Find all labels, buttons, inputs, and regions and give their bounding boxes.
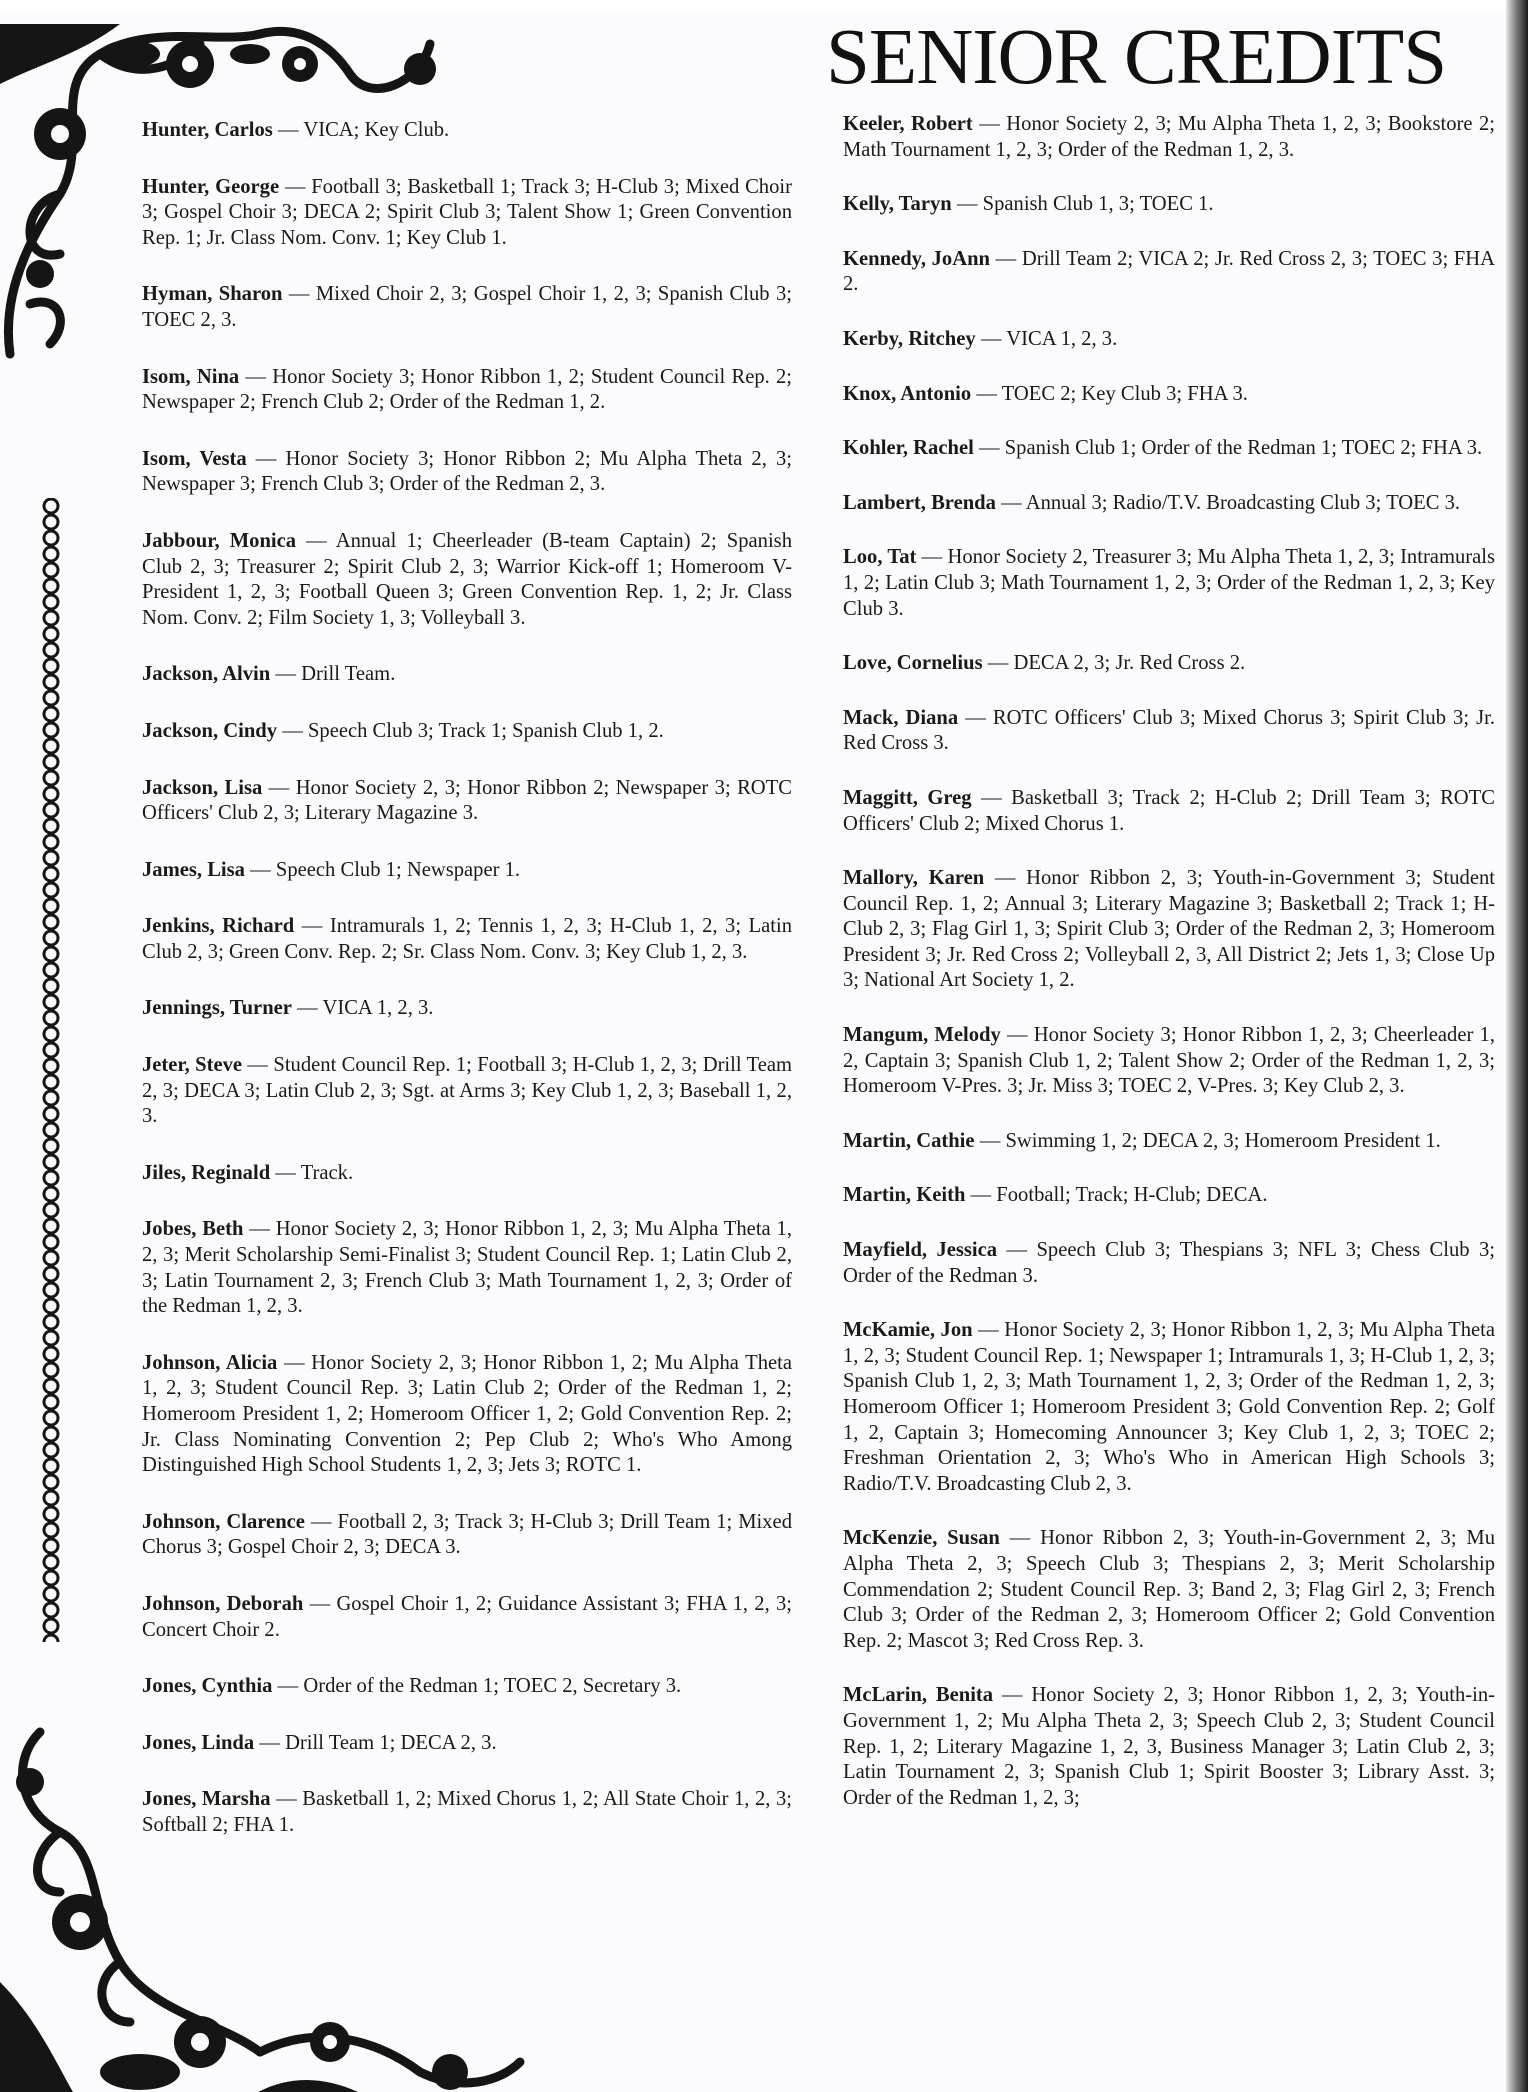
senior-activities: Speech Club 3; Thespians 3; NFL 3; Chess Club 3; Order of the Redman 3. (843, 1239, 1496, 1287)
senior-name: Jenkins, Richard (142, 915, 295, 938)
senior-entry (843, 706, 1495, 757)
senior-name: McKamie, Jon (843, 1319, 973, 1342)
senior-name: Lambert, Brenda (843, 491, 996, 514)
senior-name: Jiles, Reginald (142, 1161, 271, 1184)
senior-name: Keeler, Robert (843, 113, 973, 135)
senior-entry (142, 1674, 792, 1700)
senior-entry (843, 545, 1495, 622)
senior-name: Mack, Diana (843, 706, 959, 729)
name-separator: — (1000, 1024, 1034, 1047)
senior-entry (142, 1217, 792, 1319)
left-column (142, 118, 792, 1870)
name-separator: — (999, 1527, 1041, 1550)
senior-entry (142, 996, 792, 1022)
senior-name: Kennedy, JoAnn (843, 247, 990, 270)
senior-activities: Drill Team 2; VICA 2; Jr. Red Cross 2, 3; TOEC 3; FHA 2. (843, 247, 1495, 296)
senior-activities: Honor Society 2, 3; Honor Ribbon 2; Newspaper 3; ROTC Officers' Club 2, 3; Literary Magazine 3. (142, 776, 792, 825)
name-separator: — (254, 1731, 286, 1754)
senior-activities: VICA; Key Club. (303, 119, 450, 141)
senior-entry (843, 1683, 1495, 1811)
senior-activities: Basketball 1, 2; Mixed Chorus 1, 2; All State Choir 1, 2, 3; Softball 2; FHA 1. (142, 1788, 792, 1836)
senior-name: Loo, Tat (843, 546, 917, 569)
page-edge-shadow (1506, 0, 1528, 2092)
name-separator: — (272, 1675, 304, 1698)
senior-name: Jennings, Turner (142, 997, 292, 1020)
senior-entry (142, 447, 792, 498)
name-separator: — (993, 1684, 1032, 1707)
name-separator: — (958, 706, 993, 729)
senior-entry (843, 1318, 1495, 1497)
senior-activities: Swimming 1, 2; DECA 2, 3; Homeroom President 1. (1005, 1129, 1441, 1152)
name-separator: — (242, 1054, 274, 1077)
senior-activities: ROTC Officers' Club 3; Mixed Chorus 3; Spirit Club 3; Jr. Red Cross 3. (843, 706, 1495, 755)
senior-entry (843, 1526, 1495, 1654)
senior-entry (142, 1161, 792, 1187)
senior-name: Johnson, Clarence (142, 1510, 305, 1533)
senior-activities: Spanish Club 1; Order of the Redman 1; TOEC 2; FHA 3. (1004, 437, 1483, 460)
senior-name: Jabbour, Monica (142, 529, 297, 552)
senior-entry (142, 858, 792, 884)
senior-entry (843, 786, 1495, 837)
senior-activities: Track. (300, 1161, 354, 1184)
senior-entry (142, 118, 792, 144)
senior-entry (142, 365, 792, 416)
senior-activities: Annual 3; Radio/T.V. Broadcasting Club 3; TOEC 3. (1025, 491, 1461, 514)
senior-entry (142, 529, 792, 631)
senior-activities: Honor Society 2, 3; Mu Alpha Theta 1, 2, 3; Bookstore 2; Math Tournament 1, 2, 3; Order of the Redman 1, 2, 3. (843, 113, 1495, 161)
senior-entry (843, 247, 1495, 298)
senior-activities: Drill Team 1; DECA 2, 3. (285, 1731, 497, 1754)
senior-activities: Speech Club 3; Track 1; Spanish Club 1, 2. (307, 719, 664, 742)
senior-entry (843, 382, 1495, 408)
senior-activities: Football; Track; H-Club; DECA. (996, 1184, 1268, 1207)
name-separator: — (972, 113, 1007, 135)
senior-activities: Honor Ribbon 2, 3; Youth-in-Government 3; Student Council Rep. 1, 2; Annual 3; Literary Magazine 3; Basketball 2; Track 1; H-Club 2, 3; Flag Girl 1, 3; Spirit Club 3; Order of the Redman 2, 3; Homeroom President 3; Jr. Red Cross 2; Volleyball 2, 3, All District 2; Jets 1, 3; Close Up 3; National Art Society 1, 2. (843, 867, 1496, 992)
senior-activities: VICA 1, 2, 3. (1006, 327, 1118, 350)
name-separator: — (997, 1239, 1037, 1262)
senior-entry (843, 491, 1495, 517)
senior-name: Jones, Marsha (142, 1788, 271, 1811)
senior-entry (843, 651, 1495, 677)
senior-name: McLarin, Benita (843, 1684, 994, 1707)
senior-activities: Football 3; Basketball 1; Track 3; H-Club 3; Mixed Choir 3; Gospel Choir 3; DECA 2; Spirit Club 3; Talent Show 1; Green Convention Rep. 1; Jr. Class Nom. Conv. 1; Key Club 1. (142, 175, 792, 249)
senior-name: Hyman, Sharon (142, 283, 283, 306)
name-separator: — (243, 1218, 276, 1241)
senior-name: Love, Cornelius (843, 652, 983, 675)
name-separator: — (272, 119, 304, 141)
senior-entry (843, 1238, 1495, 1289)
right-column (843, 112, 1495, 1840)
senior-entry (142, 662, 792, 688)
name-separator: — (304, 1510, 338, 1533)
senior-activities: Honor Society 3; Honor Ribbon 1, 2; Student Council Rep. 2; Newspaper 2; French Club 2; Order of the Redman 1, 2. (142, 365, 793, 414)
senior-name: Jones, Linda (142, 1731, 255, 1754)
senior-name: Jobes, Beth (142, 1218, 244, 1241)
senior-name: Isom, Nina (142, 365, 240, 388)
senior-name: Martin, Cathie (843, 1129, 975, 1152)
name-separator: — (989, 247, 1022, 270)
senior-name: Jackson, Alvin (142, 663, 271, 686)
yearbook-page (0, 12, 1510, 2092)
name-separator: — (270, 663, 302, 686)
name-separator: — (277, 719, 308, 742)
name-separator: — (974, 1129, 1006, 1152)
senior-activities: Honor Society 2, 3; Honor Ribbon 1, 2; Mu Alpha Theta 1, 2, 3; Student Council Rep. 3; Latin Club 2; Order of the Redman 1, 2; Homeroom President 1, 2; Homeroom Officer 1, 2; Gold Convention Rep. 2; Jr. Class Nominating Convention 2; Pep Club 2; Who's Who Among Distinguished High School Students 1, 2, 3; Jets 3; ROTC 1. (142, 1351, 793, 1477)
senior-entry (843, 1183, 1495, 1209)
senior-entry (843, 192, 1495, 218)
name-separator: — (916, 546, 948, 569)
senior-entry (142, 1053, 792, 1130)
name-separator: — (971, 382, 1002, 405)
senior-activities: Speech Club 1; Newspaper 1. (275, 858, 521, 881)
senior-name: Jones, Cynthia (142, 1675, 273, 1698)
name-separator: — (975, 327, 1007, 350)
senior-name: Mallory, Karen (843, 867, 985, 890)
name-separator: — (296, 529, 336, 552)
name-separator: — (972, 1319, 1005, 1342)
senior-name: Jackson, Cindy (142, 719, 278, 742)
senior-activities: Spanish Club 1, 3; TOEC 1. (982, 193, 1214, 216)
senior-entry (142, 1510, 792, 1561)
senior-name: Hunter, Carlos (142, 119, 273, 141)
name-separator: — (291, 997, 323, 1020)
senior-entry (142, 1351, 792, 1479)
name-separator: — (270, 1161, 301, 1184)
name-separator: — (270, 1788, 303, 1811)
senior-entry (843, 112, 1495, 163)
senior-entry (843, 866, 1495, 994)
senior-entry (142, 1592, 792, 1643)
senior-name: Maggitt, Greg (843, 786, 972, 809)
senior-activities: Honor Ribbon 2, 3; Youth-in-Government 2, 3; Mu Alpha Theta 2, 3; Speech Club 3; Thespians 2, 3; Merit Scholarship Commendation 2; Student Council Rep. 3; Band 2, 3; Flag Girl 2, 3; French Club 3; Order of the Redman 2, 3; Homeroom Officer 2; Gold Convention Rep. 2; Mascot 3; Red Cross Rep. 3. (843, 1527, 1496, 1652)
senior-name: Kerby, Ritchey (843, 327, 976, 350)
senior-entry (142, 776, 792, 827)
senior-name: Hunter, George (142, 175, 280, 198)
name-separator: — (282, 283, 316, 306)
name-separator: — (294, 915, 330, 938)
senior-entry (843, 436, 1495, 462)
senior-activities: DECA 2, 3; Jr. Red Cross 2. (1013, 652, 1246, 675)
name-separator: — (995, 491, 1026, 514)
senior-name: Kohler, Rachel (843, 437, 974, 460)
senior-name: Martin, Keith (843, 1184, 966, 1207)
senior-activities: Drill Team. (301, 663, 396, 686)
senior-activities: Honor Society 2, 3; Honor Ribbon 1, 2, 3; Mu Alpha Theta 1, 2, 3; Merit Scholarship Semi-Finalist 3; Student Council Rep. 1; Latin Club 2, 3; Latin Tournament 2, 3; French Club 3; Math Tournament 1, 2, 3; Order of the Redman 1, 2, 3. (142, 1218, 793, 1318)
senior-activities: VICA 1, 2, 3. (322, 997, 434, 1020)
senior-activities: Honor Society 3; Honor Ribbon 1, 2, 3; Cheerleader 1, 2, Captain 3; Spanish Club 1, 2; Talent Show 2; Order of the Redman 1, 2, 3; Homeroom V-Pres. 3; Jr. Miss 3; TOEC 2, V-Pres. 3; Key Club 2, 3. (843, 1024, 1495, 1098)
senior-name: James, Lisa (142, 858, 245, 881)
senior-activities: Honor Society 2, 3; Honor Ribbon 1, 2, 3; Youth-in-Government 1, 2; Mu Alpha Theta 2, 3; Speech Club 2, 3; Student Council Rep. 1, 2; Literary Magazine 1, 2, 3, Business Manager 3; Latin Club 2, 3; Latin Tournament 2, 3; Spanish Club 1; Spirit Booster 3; Library Asst. 3; Order of the Redman 1, 2, 3; (843, 1684, 1496, 1809)
senior-name: Kelly, Taryn (843, 193, 952, 216)
senior-entry (843, 1129, 1495, 1155)
name-separator: — (279, 175, 312, 198)
senior-activities: Honor Society 2, 3; Honor Ribbon 1, 2, 3; Mu Alpha Theta 1, 2, 3; Student Council Rep. 1; Newspaper 1; Intramurals 1, 3; H-Club 1, 2, 3; Spanish Club 1, 2, 3; Math Tournament 1, 2, 3; Order of the Redman 1, 2, 3; Homeroom Officer 1; Homeroom President 3; Gold Convention Rep. 2; Golf 1, 2, Captain 3; Homecoming Announcer 3; Key Club 1, 2, 3; TOEC 2; Freshman Orientation 2, 3; Who's Who in American High Schools 3; Radio/T.V. Broadcasting Club 2, 3. (843, 1319, 1495, 1495)
senior-activities: Gospel Choir 1, 2; Guidance Assistant 3; FHA 1, 2, 3; Concert Choir 2. (142, 1592, 792, 1641)
senior-entry (843, 1023, 1495, 1100)
senior-name: Jackson, Lisa (142, 776, 263, 799)
senior-activities: Basketball 3; Track 2; H-Club 2; Drill Team 3; ROTC Officers' Club 2; Mixed Chorus 1. (843, 786, 1495, 835)
senior-entry (142, 175, 792, 252)
senior-activities: Intramurals 1, 2; Tennis 1, 2, 3; H-Club 1, 2, 3; Latin Club 2, 3; Green Conv. Rep. 2; Sr. Class Nom. Conv. 3; Key Club 1, 2, 3. (142, 915, 792, 963)
senior-activities: Mixed Choir 2, 3; Gospel Choir 1, 2, 3; Spanish Club 3; TOEC 2, 3. (142, 283, 792, 331)
name-separator: — (244, 858, 276, 881)
senior-entry (142, 719, 792, 745)
senior-entry (843, 327, 1495, 353)
senior-activities: Honor Society 2, Treasurer 3; Mu Alpha Theta 1, 2, 3; Intramurals 1, 2; Latin Club 3; Math Tournament 1, 2, 3; Order of the Redman 1, 2, 3; Key Club 3. (843, 546, 1495, 620)
name-separator: — (971, 786, 1012, 809)
name-separator: — (277, 1351, 312, 1374)
name-separator: — (982, 652, 1014, 675)
senior-entry (142, 1731, 792, 1757)
senior-name: Johnson, Deborah (142, 1592, 304, 1615)
senior-activities: Order of the Redman 1; TOEC 2, Secretary 3. (303, 1675, 682, 1698)
name-separator: — (303, 1592, 337, 1615)
senior-entry (142, 914, 792, 965)
senior-name: Isom, Vesta (142, 447, 247, 470)
name-separator: — (973, 437, 1005, 460)
name-separator: — (965, 1184, 997, 1207)
senior-activities: Football 2, 3; Track 3; H-Club 3; Drill Team 1; Mixed Chorus 3; Gospel Choir 2, 3; DECA 3. (142, 1510, 792, 1559)
senior-name: Johnson, Alicia (142, 1351, 278, 1374)
senior-entry (142, 1787, 792, 1838)
senior-name: McKenzie, Susan (843, 1527, 1000, 1550)
senior-name: Knox, Antonio (843, 382, 972, 405)
senior-activities: Annual 1; Cheerleader (B-team Captain) 2; Spanish Club 2, 3; Treasurer 2; Spirit Club 2, 3; Warrior Kick-off 1; Homeroom V-President 1, 2, 3; Football Queen 3; Green Convention Rep. 1, 2; Jr. Class Nom. Conv. 2; Film Society 1, 3; Volleyball 3. (142, 529, 792, 629)
name-separator: — (262, 776, 296, 799)
senior-name: Mangum, Melody (843, 1024, 1001, 1047)
senior-name: Jeter, Steve (142, 1054, 243, 1077)
senior-activities: Student Council Rep. 1; Football 3; H-Club 1, 2, 3; Drill Team 2, 3; DECA 3; Latin Club 2, 3; Sgt. at Arms 3; Key Club 1, 2, 3; Baseball 1, 2, 3. (142, 1054, 793, 1128)
senior-activities: Honor Society 3; Honor Ribbon 2; Mu Alpha Theta 2, 3; Newspaper 3; French Club 3; Order of the Redman 2, 3. (142, 447, 792, 496)
senior-entry (142, 282, 792, 333)
senior-activities: TOEC 2; Key Club 3; FHA 3. (1001, 382, 1248, 405)
name-separator: — (984, 867, 1027, 890)
name-separator: — (246, 447, 286, 470)
senior-name: Mayfield, Jessica (843, 1239, 998, 1262)
page-title: SENIOR CREDITS (826, 14, 1447, 101)
name-separator: — (951, 193, 983, 216)
name-separator: — (239, 365, 273, 388)
chain-border-icon (40, 498, 62, 1642)
